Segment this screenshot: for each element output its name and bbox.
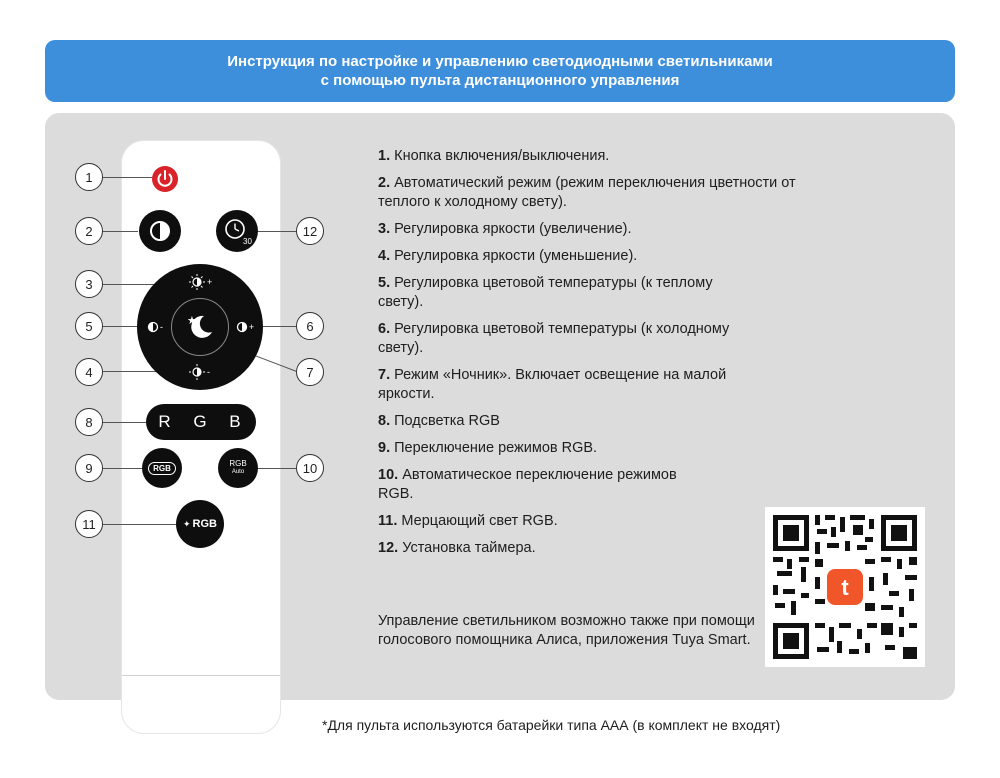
list-item: 2. Автоматический режим (режим переключения цветности от теплого к холодному свету). [378, 175, 796, 210]
qr-code [765, 507, 925, 667]
list-item: 9. Переключение режимов RGB. [378, 440, 598, 456]
rgb-auto-button[interactable] [218, 448, 258, 488]
list-item: 10. Автоматическое переключение режимов RGB. [378, 467, 677, 502]
voice-assistant-note: Управление светильником возможно также при помощи голосового помощника Алиса, приложения Tuya Smart. [378, 613, 755, 648]
brightness-down-button[interactable] [187, 362, 215, 382]
battery-footnote: *Для пульта используются батарейки типа ААА (в комплект не входят) [322, 717, 781, 733]
svg-text:-: - [207, 367, 210, 377]
rgb-button[interactable]: R G B [146, 404, 256, 440]
brightness-plus-icon [187, 272, 215, 292]
brightness-up-button[interactable] [187, 272, 215, 292]
callout-11: 11 [75, 510, 103, 538]
callout-6: 6 [296, 312, 324, 340]
callout-8: 8 [75, 408, 103, 436]
svg-text:-: - [160, 322, 163, 332]
qr-code-image [765, 507, 925, 667]
rgb-auto-label: RGB [229, 459, 247, 468]
sparkle-icon: ✦ [183, 518, 191, 529]
callout-1: 1 [75, 163, 103, 191]
callout-4: 4 [75, 358, 103, 386]
svg-text:t: t [841, 575, 849, 600]
cold-temperature-icon [233, 317, 261, 337]
direction-pad [137, 264, 263, 390]
list-item: 4. Регулировка яркости (уменьшение). [378, 248, 638, 264]
callout-3: 3 [75, 270, 103, 298]
rgb-mode-button[interactable] [142, 448, 182, 488]
moon-star-icon [172, 299, 228, 355]
timer-sub-label: 30 [243, 237, 252, 246]
list-item: 6. Регулировка цветовой температуры (к холодному свету). [378, 321, 730, 356]
callout-2: 2 [75, 217, 103, 245]
brightness-minus-icon [187, 362, 215, 382]
svg-text:+: + [207, 277, 213, 287]
instruction-list [378, 147, 798, 566]
callout-7: 7 [296, 358, 324, 386]
power-icon [150, 164, 180, 194]
list-item: 8. Подсветка RGB [378, 413, 500, 429]
title-line-2: с помощью пульта дистанционного управления [320, 72, 680, 89]
half-circle-icon [148, 219, 172, 243]
list-item: 5. Регулировка цветовой температуры (к теплому свету). [378, 275, 713, 310]
rgb-flicker-label: RGB [192, 518, 217, 530]
auto-mode-button[interactable] [139, 210, 181, 252]
warm-light-button[interactable] [143, 317, 169, 337]
power-button[interactable] [150, 164, 180, 194]
rgb-flicker-button[interactable] [176, 500, 224, 548]
cold-light-button[interactable] [233, 317, 261, 337]
title-line-1: Инструкция по настройке и управлению светодиодными светильниками [227, 53, 773, 70]
list-item: 12. Установка таймера. [378, 540, 536, 556]
timer-icon [222, 216, 252, 246]
list-item: 3. Регулировка яркости (увеличение). [378, 221, 632, 237]
callout-5: 5 [75, 312, 103, 340]
warm-temperature-icon [143, 317, 169, 337]
callout-9: 9 [75, 454, 103, 482]
timer-button[interactable] [216, 210, 258, 252]
list-item: 7. Режим «Ночник». Включает освещение на малой яркости. [378, 367, 727, 402]
svg-text:★: ★ [187, 314, 197, 327]
rgb-mode-label: RGB [148, 462, 176, 475]
night-mode-button[interactable] [171, 298, 229, 356]
list-item: 1. Кнопка включения/выключения. [378, 148, 610, 164]
list-item: 11. Мерцающий свет RGB. [378, 513, 558, 529]
rgb-auto-sub: Auto [231, 469, 245, 475]
svg-text:+: + [249, 322, 255, 332]
callout-10: 10 [296, 454, 324, 482]
callout-12: 12 [296, 217, 324, 245]
